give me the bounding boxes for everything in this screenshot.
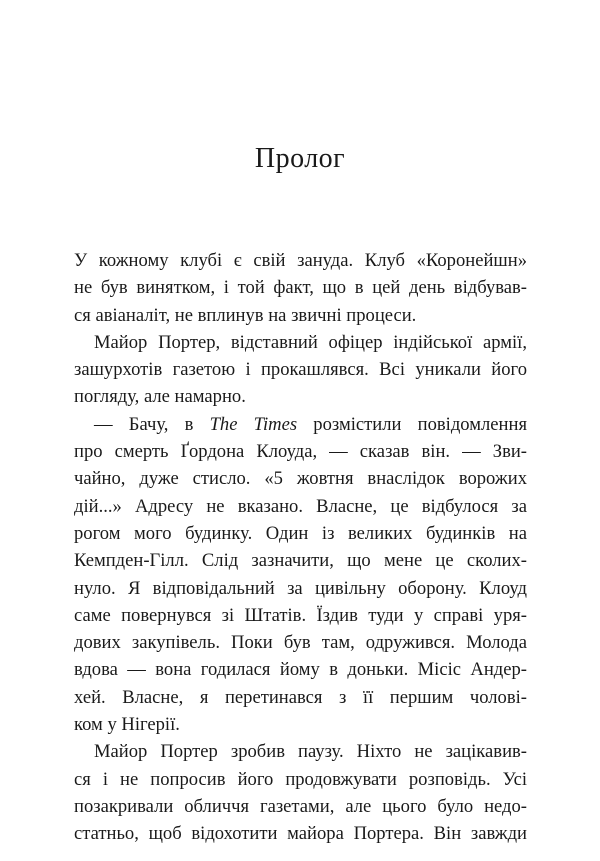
text-line: дових закупівель. Поки був там, одружився. Молода (74, 632, 527, 654)
text-segment: розмістили повідомлення (297, 413, 528, 435)
text-line: ся і не попросив його продовжувати розповідь. Усі (74, 768, 527, 790)
text-line: дій...» Адресу не вказано. Власне, це відбулося за (74, 495, 527, 517)
text-line: про смерть Ґордона Клоуда, — сказав він. — Зви- (74, 441, 527, 463)
text-line-with-italic (74, 411, 527, 438)
text-line: ком у Нігерії. (74, 714, 180, 736)
text-line: хей. Власне, я перетинався з її першим чолові- (74, 686, 527, 708)
text-line: погляду, але намарно. (74, 386, 246, 408)
text-line: вдова — вона годилася йому в доньки. Місіс Андер- (74, 659, 527, 681)
text-line: У кожному клубі є свій зануда. Клуб «Коронейшн» (74, 250, 527, 271)
newspaper-title: The Times (209, 413, 298, 435)
text-line: не був винятком, і той факт, що в цей день відбував- (74, 277, 527, 299)
text-line: Майор Портер зробив паузу. Ніхто не зацікавив- (94, 741, 527, 763)
text-line: саме повернувся зі Штатів. Їздив туди у справі уря- (74, 604, 527, 626)
text-line: чайно, дуже стисло. «5 жовтня внаслідок ворожих (74, 468, 527, 490)
text-line: Майор Портер, відставний офіцер індійської армії, (94, 331, 527, 353)
text-line: нуло. Я відповідальний за цивільну оборону. Клоуд (74, 577, 527, 599)
text-line: Кемпден-Гілл. Слід зазначити, що мене це сколих- (74, 550, 527, 572)
text-line: рогом мого будинку. Один із великих будинків на (74, 522, 527, 544)
text-line: ся авіаналіт, не вплинув на звичні процеси. (74, 304, 417, 326)
text-line: статньо, щоб відохотити майора Портера. Він завжди (74, 823, 527, 845)
text-line: зашурхотів газетою і прокашлявся. Всі уникали його (74, 359, 527, 381)
text-line: позакривали обличчя газетами, але цього було недо- (74, 795, 527, 817)
chapter-title: Пролог (254, 143, 346, 174)
body-text (74, 247, 527, 848)
text-segment: — Бачу, в (94, 413, 210, 435)
